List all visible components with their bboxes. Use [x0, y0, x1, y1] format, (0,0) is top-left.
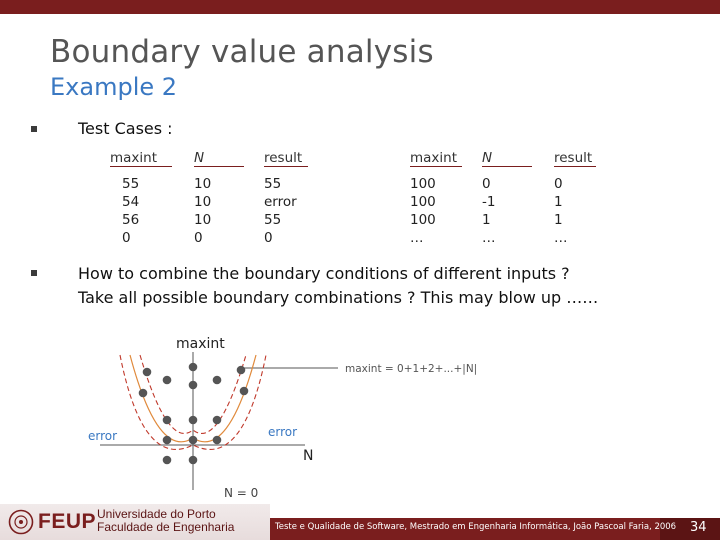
error-label-right: error — [268, 425, 298, 439]
bullet-combine-line1: How to combine the boundary conditions of different inputs ? — [78, 264, 570, 283]
test-point — [189, 363, 198, 372]
test-point — [163, 416, 172, 425]
university-line1: Universidade do Porto — [97, 507, 216, 521]
header-maxint: maxint — [410, 150, 462, 167]
cell: 54 — [122, 194, 140, 210]
slide-subtitle: Example 2 — [50, 73, 178, 101]
test-point — [189, 456, 198, 465]
cell: 1 — [482, 212, 491, 228]
cell: 100 — [410, 212, 436, 228]
cell: 1 — [554, 194, 563, 210]
header-n: N — [194, 150, 244, 167]
cell: -1 — [482, 194, 496, 210]
cell: … — [482, 230, 496, 246]
cell: 1 — [554, 212, 563, 228]
test-point — [213, 436, 222, 445]
cell: … — [554, 230, 568, 246]
test-point — [163, 456, 172, 465]
x-axis-label: N — [303, 448, 314, 464]
cell: 0 — [482, 176, 491, 192]
cell: 100 — [410, 176, 436, 192]
slide-title: Boundary value analysis — [50, 34, 434, 70]
header-result: result — [264, 150, 308, 167]
test-point — [163, 436, 172, 445]
test-point — [213, 376, 222, 385]
test-point — [240, 387, 249, 396]
cell: 0 — [264, 230, 273, 246]
cell: 100 — [410, 194, 436, 210]
university-line2: Faculdade de Engenharia — [97, 520, 235, 534]
bullet-combine-line2: Take all possible boundary combinations ? This may blow up …… — [78, 288, 599, 307]
test-point — [143, 368, 152, 377]
cell: 55 — [264, 176, 282, 192]
test-point — [213, 416, 222, 425]
test-point — [163, 376, 172, 385]
header-result: result — [554, 150, 596, 167]
y-axis-label: maxint — [176, 336, 225, 352]
cell: 55 — [122, 176, 140, 192]
cell: 55 — [264, 212, 282, 228]
formula-label: maxint = 0+1+2+...+|N| — [345, 363, 478, 375]
university-seal-icon — [8, 509, 34, 535]
test-point — [189, 381, 198, 390]
error-label-left: error — [88, 429, 118, 443]
cell: 10 — [194, 194, 212, 210]
cell: … — [410, 230, 424, 246]
cell: 0 — [554, 176, 563, 192]
cell: error — [264, 194, 297, 210]
cell: 10 — [194, 176, 212, 192]
footer-caption: Teste e Qualidade de Software, Mestrado em Engenharia Informática, João Pascoal Faria, 2006 — [275, 522, 677, 532]
origin-label: N = 0 — [224, 486, 259, 500]
cell: 0 — [194, 230, 203, 246]
cell: 0 — [122, 230, 131, 246]
test-point — [237, 366, 246, 375]
header-maxint: maxint — [110, 150, 172, 167]
university-name — [97, 508, 234, 534]
header-n: N — [482, 150, 532, 167]
test-point — [189, 416, 198, 425]
cell: 56 — [122, 212, 140, 228]
test-point — [139, 389, 148, 398]
bullet-test-cases: Test Cases : — [78, 119, 173, 138]
page-number: 34 — [690, 520, 707, 535]
cell: 10 — [194, 212, 212, 228]
test-point — [189, 436, 198, 445]
feup-logo: FEUP — [38, 510, 97, 533]
